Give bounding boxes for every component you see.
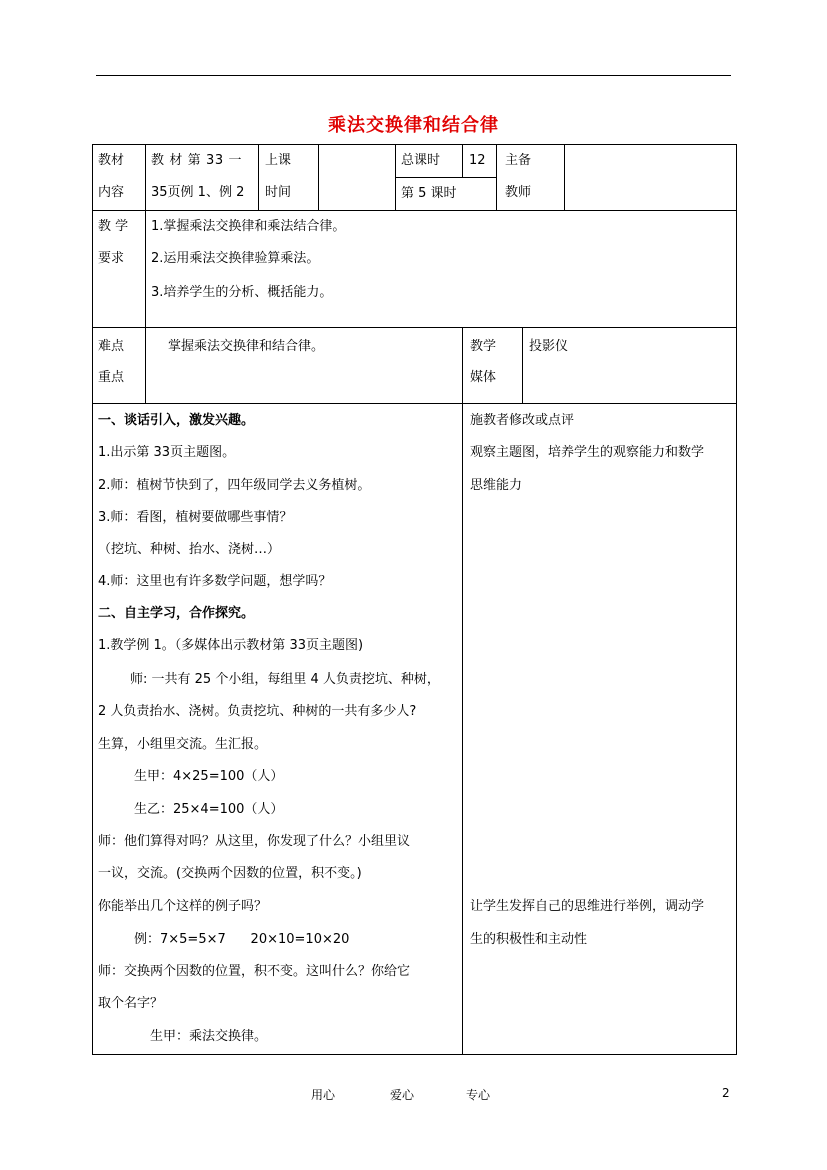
process-line: 生甲：乘法交换律。 [150, 1029, 268, 1044]
process-line: 生甲：4×25=100（人） [134, 769, 284, 784]
page-number: 2 [722, 1086, 730, 1100]
footer-motto-2: 爱心 [390, 1088, 415, 1102]
media-label-2: 媒体 [470, 370, 497, 385]
class-time-label-1: 上课 [265, 153, 292, 168]
process-line: 你能举出几个这样的例子吗？ [98, 899, 268, 914]
materials-label-2: 内容 [98, 185, 125, 200]
process-line: 师：他们算得对吗？从这里，你发现了什么？小组里议 [98, 834, 411, 849]
process-note: 让学生发挥自己的思维进行举例，调动学 [470, 899, 705, 914]
class-time-label-2: 时间 [265, 185, 292, 200]
process-note: 思维能力 [470, 478, 523, 493]
requirement-item: 3.培养学生的分析、概括能力。 [151, 285, 333, 300]
process-line: 生算，小组里交流。生汇报。 [98, 737, 268, 752]
document-title: 乘法交换律和结合律 [328, 115, 499, 136]
process-line: 4.师：这里也有许多数学问题，想学吗？ [98, 574, 332, 589]
col-divider [462, 327, 463, 403]
media-value: 投影仪 [529, 339, 569, 354]
col-divider [496, 144, 497, 210]
process-line: 取个名字？ [98, 996, 164, 1011]
materials-value-2: 35页例 1、例 2 [151, 185, 245, 200]
requirements-label-2: 要求 [98, 251, 125, 266]
total-hours-value: 12 [469, 153, 486, 168]
row-divider [92, 327, 737, 328]
col-divider [522, 327, 523, 403]
materials-label-1: 教材 [98, 153, 125, 168]
process-note: 生的积极性和主动性 [470, 932, 588, 947]
section-heading: 一、谈话引入，激发兴趣。 [98, 413, 255, 428]
process-note: 施教者修改或点评 [470, 413, 575, 428]
requirement-item: 2.运用乘法交换律验算乘法。 [151, 251, 320, 266]
row-divider [395, 177, 496, 178]
col-divider [462, 403, 463, 1055]
materials-value-1: 教 材 第 33 一 [151, 153, 243, 168]
process-line: 例：7×5=5×7 20×10=10×20 [134, 932, 350, 947]
teacher-label-2: 教师 [505, 185, 532, 200]
footer-motto-1: 用心 [311, 1088, 336, 1102]
process-line: 1.教学例 1。（多媒体出示教材第 33页主题图) [98, 638, 364, 653]
requirement-item: 1.掌握乘法交换律和乘法结合律。 [151, 219, 346, 234]
footer-motto-3: 专心 [466, 1088, 491, 1102]
section-heading: 二、自主学习，合作探究。 [98, 606, 255, 621]
difficulty-label-1: 难点 [98, 339, 125, 354]
requirements-label-1: 教 学 [98, 219, 129, 234]
process-note: 观察主题图，培养学生的观察能力和数学 [470, 445, 705, 460]
teacher-label-1: 主备 [505, 153, 532, 168]
process-line: 1.出示第 33页主题图。 [98, 445, 236, 460]
total-hours-label: 总课时 [401, 153, 441, 168]
difficulty-label-2: 重点 [98, 370, 125, 385]
col-divider [564, 144, 565, 210]
process-line: 师：交换两个因数的位置，积不变。这叫什么？你给它 [98, 964, 411, 979]
col-divider [318, 144, 319, 210]
difficulty-value: 掌握乘法交换律和结合律。 [168, 339, 325, 354]
row-divider [92, 210, 737, 211]
col-divider [258, 144, 259, 210]
process-line: 生乙：25×4=100（人） [134, 802, 284, 817]
process-line: 师: 一共有 25 个小组，每组里 4 人负责挖坑、种树， [130, 672, 440, 687]
header-rule [96, 75, 731, 76]
process-line: 3.师：看图，植树要做哪些事情？ [98, 510, 293, 525]
media-label-1: 教学 [470, 339, 497, 354]
row-divider [92, 403, 737, 404]
process-line: 2.师：植树节快到了，四年级同学去义务植树。 [98, 478, 371, 493]
process-line: 一议，交流。(交换两个因数的位置，积不变。) [98, 866, 362, 881]
process-line: （挖坑、种树、抬水、浇树…） [98, 542, 281, 557]
col-divider [395, 144, 396, 210]
lesson-number: 第 5 课时 [401, 186, 457, 201]
process-line: 2 人负责抬水、浇树。负责挖坑、种树的一共有多少人? [98, 704, 417, 719]
col-divider [145, 144, 146, 403]
col-divider [462, 144, 463, 177]
lesson-plan-table [92, 144, 737, 1055]
